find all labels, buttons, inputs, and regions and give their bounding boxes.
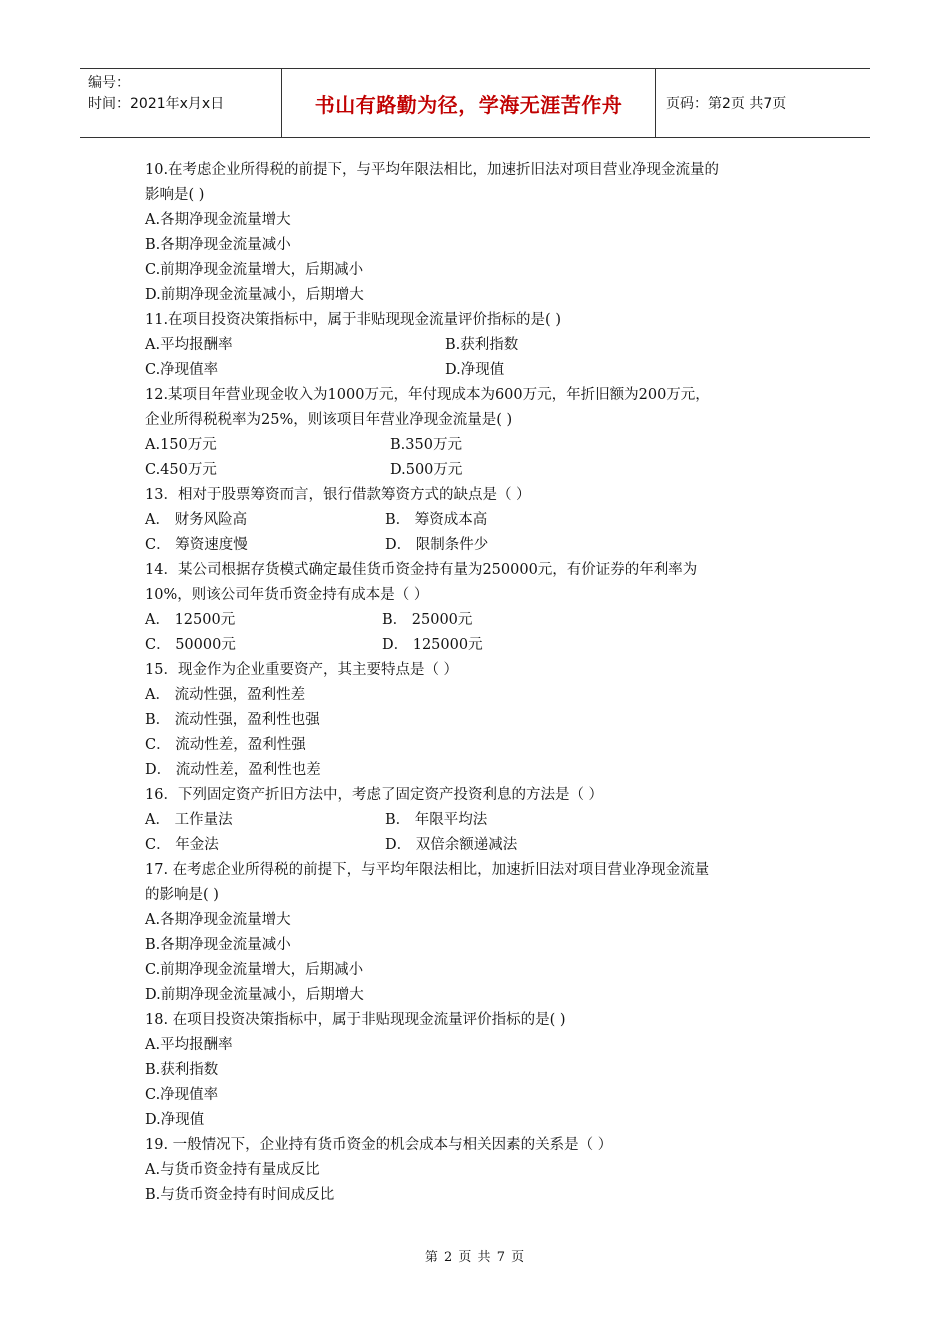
number-label: 编号： xyxy=(88,75,130,91)
option-row xyxy=(145,1083,815,1108)
option-text: D.净现值 xyxy=(145,1112,205,1128)
question-text: 15．现金作为企业重要资产，其主要特点是（ ） xyxy=(145,662,459,678)
option-row xyxy=(145,333,815,358)
option-text: C.净现值率 xyxy=(145,362,219,378)
option-text: D． 限制条件少 xyxy=(385,537,489,553)
option-row xyxy=(145,933,815,958)
option-row xyxy=(145,958,815,983)
option-text: A.各期净现金流量增大 xyxy=(145,912,291,928)
option-text: A.与货币资金持有量成反比 xyxy=(145,1162,320,1178)
question-block xyxy=(145,158,815,308)
option-text: A.150万元 xyxy=(145,437,217,453)
question-text: 19. 一般情况下，企业持有货币资金的机会成本与相关因素的关系是（ ） xyxy=(145,1137,613,1153)
option-text: A． 工作量法 xyxy=(145,812,233,828)
option-row xyxy=(145,1158,815,1183)
question-text: 17. 在考虑企业所得税的前提下，与平均年限法相比，加速折旧法对项目营业净现金流量 xyxy=(145,862,710,878)
time-label: 时间：2021年x月x日 xyxy=(88,96,225,112)
option-text: D． 125000元 xyxy=(382,637,483,653)
page-footer: 第 2 页 共 7 页 xyxy=(424,1250,526,1265)
question-text: 的影响是( ) xyxy=(145,887,219,903)
question-block xyxy=(145,858,815,1008)
option-row xyxy=(145,983,815,1008)
option-row xyxy=(145,433,815,458)
question-text: 10%，则该公司年货币资金持有成本是（ ） xyxy=(145,587,429,603)
question-block xyxy=(145,658,815,783)
option-text: A． 12500元 xyxy=(145,612,236,628)
question-text: 16．下列固定资产折旧方法中，考虑了固定资产投资利息的方法是（ ） xyxy=(145,787,604,803)
header-motto: 书山有路勤为径，学海无涯苦作舟 xyxy=(282,69,656,137)
option-text: B.与货币资金持有时间成反比 xyxy=(145,1187,335,1203)
option-text: A.平均报酬率 xyxy=(145,1037,233,1053)
option-text: D.前期净现金流量减小，后期增大 xyxy=(145,987,364,1003)
option-row xyxy=(145,808,815,833)
option-text: B.获利指数 xyxy=(445,337,519,353)
option-text: C.450万元 xyxy=(145,462,217,478)
question-block xyxy=(145,1133,815,1208)
option-row xyxy=(145,233,815,258)
question-text: 影响是( ) xyxy=(145,187,205,203)
option-row xyxy=(145,758,815,783)
option-text: D.前期净现金流量减小，后期增大 xyxy=(145,287,364,303)
option-row xyxy=(145,283,815,308)
option-text: C.前期净现金流量增大，后期减小 xyxy=(145,262,364,278)
question-text: 11.在项目投资决策指标中，属于非贴现现金流量评价指标的是( ) xyxy=(145,312,561,328)
question-block xyxy=(145,483,815,558)
option-text: B． 25000元 xyxy=(382,612,473,628)
option-text: D.净现值 xyxy=(445,362,505,378)
question-text: 14．某公司根据存货模式确定最佳货币资金持有量为250000元，有价证券的年利率为 xyxy=(145,562,698,578)
option-text: C． 流动性差，盈利性强 xyxy=(145,737,306,753)
option-row xyxy=(145,208,815,233)
option-text: B． 年限平均法 xyxy=(385,812,488,828)
option-text: C． 筹资速度慢 xyxy=(145,537,248,553)
question-block xyxy=(145,1008,815,1133)
option-text: C． 50000元 xyxy=(145,637,236,653)
option-text: D． 双倍余额递减法 xyxy=(385,837,518,853)
option-text: C.净现值率 xyxy=(145,1087,219,1103)
option-row xyxy=(145,1183,815,1208)
option-row xyxy=(145,358,815,383)
question-text: 13．相对于股票筹资而言，银行借款筹资方式的缺点是（ ） xyxy=(145,487,531,503)
header-meta xyxy=(80,69,282,137)
option-text: A.各期净现金流量增大 xyxy=(145,212,291,228)
option-text: A． 财务风险高 xyxy=(145,512,248,528)
question-block xyxy=(145,558,815,658)
option-text: B.350万元 xyxy=(390,437,462,453)
option-row xyxy=(145,258,815,283)
option-row xyxy=(145,683,815,708)
question-text: 18. 在项目投资决策指标中，属于非贴现现金流量评价指标的是( ) xyxy=(145,1012,566,1028)
question-text: 10.在考虑企业所得税的前提下，与平均年限法相比，加速折旧法对项目营业净现金流量的 xyxy=(145,162,720,178)
option-row xyxy=(145,508,815,533)
option-row xyxy=(145,458,815,483)
option-text: D． 流动性差，盈利性也差 xyxy=(145,762,321,778)
option-text: A． 流动性强，盈利性差 xyxy=(145,687,306,703)
question-block xyxy=(145,308,815,383)
option-row xyxy=(145,633,815,658)
option-text: D.500万元 xyxy=(390,462,463,478)
option-row xyxy=(145,1058,815,1083)
option-text: B． 流动性强，盈利性也强 xyxy=(145,712,320,728)
option-row xyxy=(145,708,815,733)
option-text: C． 年金法 xyxy=(145,837,219,853)
option-row xyxy=(145,833,815,858)
header-page-label: 页码：第2页 共7页 xyxy=(666,96,787,112)
question-list xyxy=(145,158,815,1208)
option-text: B.各期净现金流量减小 xyxy=(145,237,291,253)
option-text: B.各期净现金流量减小 xyxy=(145,937,291,953)
option-text: A.平均报酬率 xyxy=(145,337,233,353)
option-row xyxy=(145,908,815,933)
page-header xyxy=(80,68,870,138)
question-text: 12.某项目年营业现金收入为1000万元，年付现成本为600万元，年折旧额为200万元， xyxy=(145,387,710,403)
question-text: 企业所得税税率为25%，则该项目年营业净现金流量是( ) xyxy=(145,412,513,428)
option-row xyxy=(145,608,815,633)
option-row xyxy=(145,1108,815,1133)
question-block xyxy=(145,383,815,483)
question-block xyxy=(145,783,815,858)
option-text: B． 筹资成本高 xyxy=(385,512,488,528)
option-text: B.获利指数 xyxy=(145,1062,219,1078)
option-row xyxy=(145,1033,815,1058)
option-text: C.前期净现金流量增大，后期减小 xyxy=(145,962,364,978)
option-row xyxy=(145,733,815,758)
option-row xyxy=(145,533,815,558)
